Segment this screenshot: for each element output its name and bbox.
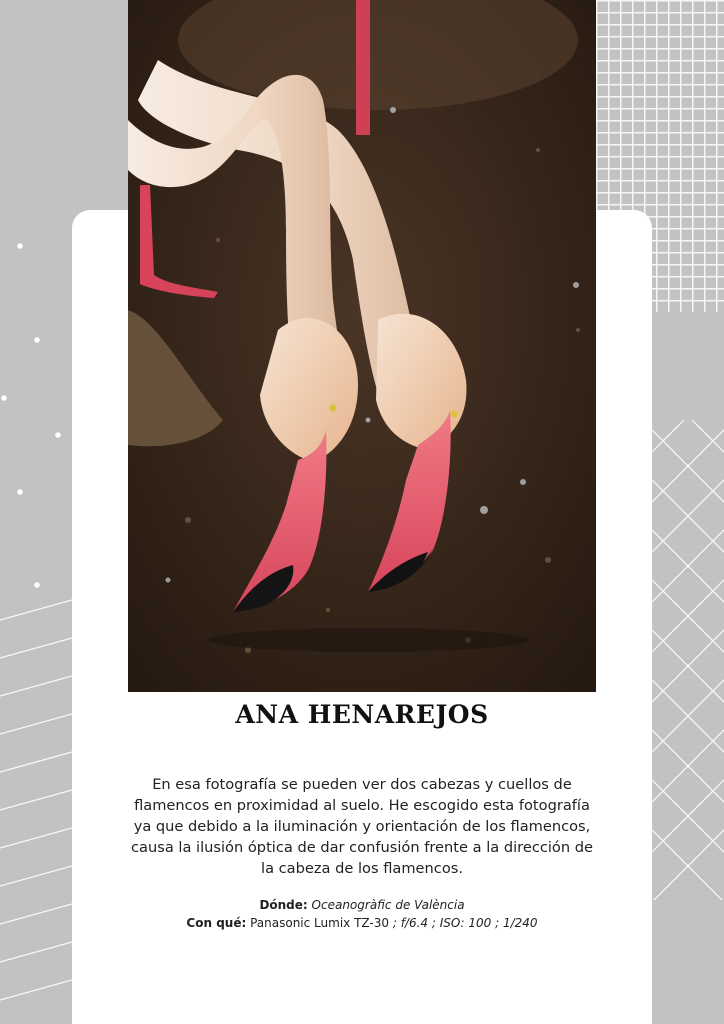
decorative-slanted-lines [0, 590, 72, 1024]
flamingo-photo [128, 0, 596, 692]
camera-label: Con qué: [186, 916, 247, 930]
camera-line [130, 914, 594, 932]
photo-description: En esa fotografía se pueden ver dos cabezas y cuellos de flamencos en proximidad al suelo. He escogido esta fotografía ya que debido a la iluminación y orientación de los flamencos, causa la ilusión óptica de dar confusión frente a la dirección de la cabeza de los flamencos. [131, 776, 593, 877]
location-line [130, 896, 594, 914]
decorative-diagonal-grid [652, 420, 724, 900]
author-name: ANA HENAREJOS [235, 700, 489, 729]
location-value: Oceanogràfic de València [311, 898, 465, 912]
camera-value: Panasonic Lumix TZ-30 [250, 916, 390, 930]
photo-credits [130, 896, 594, 932]
location-label: Dónde: [259, 898, 308, 912]
decorative-dots [0, 230, 72, 610]
flamingo-photo-illustration [128, 0, 596, 692]
camera-settings: ; f/6.4 ; ISO: 100 ; 1/240 [389, 916, 538, 930]
